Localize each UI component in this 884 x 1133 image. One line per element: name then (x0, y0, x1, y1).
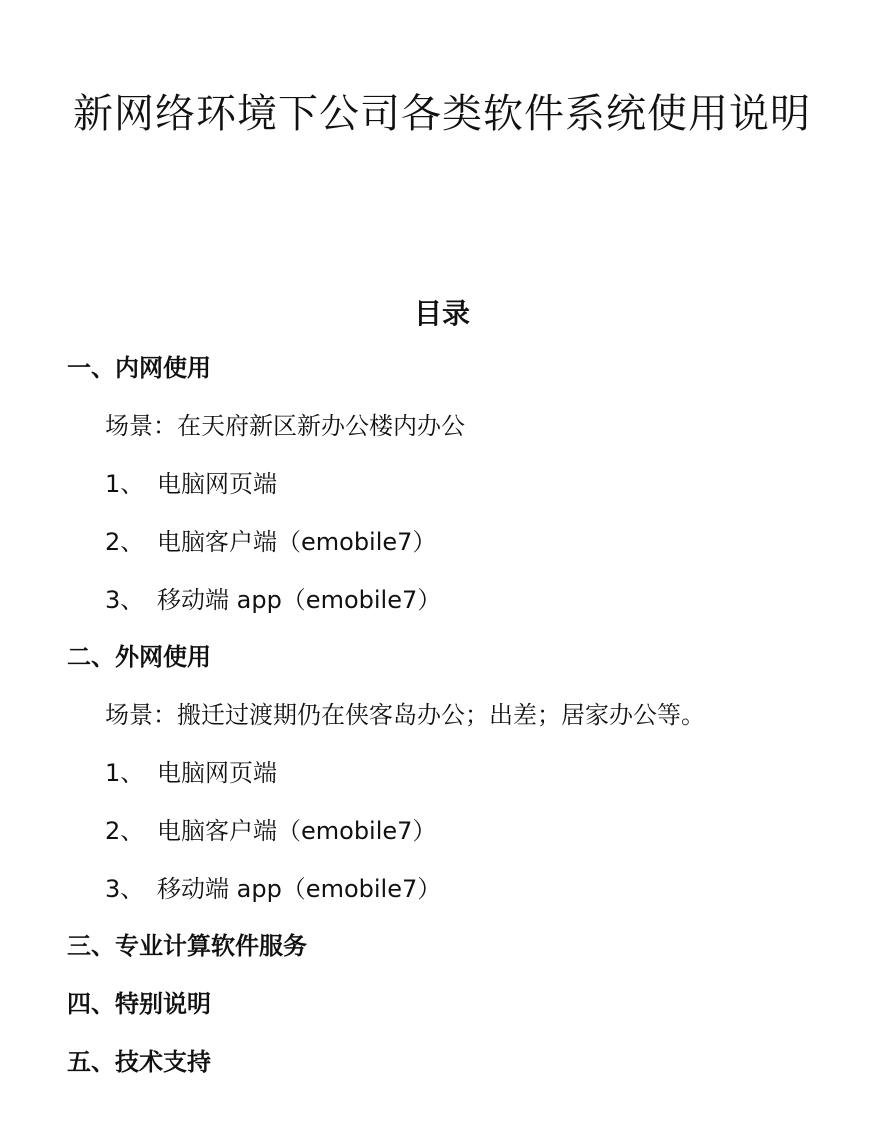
item-number: 3、 (105, 586, 145, 614)
item-number: 2、 (105, 817, 145, 845)
section-2-scene: 场景：搬迁过渡期仍在侠客岛办公；出差；居家办公等。 (105, 701, 705, 729)
toc-item[interactable] (105, 873, 441, 905)
toc-section-2[interactable]: 二、外网使用 (67, 643, 211, 671)
item-label: 电脑网页端 (157, 759, 277, 787)
item-label: 电脑网页端 (157, 470, 277, 498)
item-label: 移动端 app（emobile7） (157, 586, 442, 614)
toc-section-3[interactable]: 三、专业计算软件服务 (67, 932, 307, 960)
item-label: 移动端 app（emobile7） (157, 875, 442, 903)
toc-heading: 目录 (413, 297, 470, 330)
item-label: 电脑客户端（emobile7） (157, 817, 437, 845)
toc-item[interactable] (105, 584, 441, 616)
toc-item[interactable] (105, 526, 436, 558)
toc-section-4[interactable]: 四、特别说明 (67, 990, 211, 1018)
toc-item[interactable] (105, 468, 277, 500)
toc-item[interactable] (105, 815, 436, 847)
item-number: 1、 (105, 759, 145, 787)
item-label: 电脑客户端（emobile7） (157, 528, 437, 556)
document-title: 新网络环境下公司各类软件系统使用说明 (73, 91, 811, 137)
toc-section-1[interactable]: 一、内网使用 (67, 354, 211, 382)
toc-item[interactable] (105, 757, 277, 789)
toc-section-5[interactable]: 五、技术支持 (67, 1048, 211, 1076)
item-number: 1、 (105, 470, 145, 498)
item-number: 2、 (105, 528, 145, 556)
section-1-scene: 场景：在天府新区新办公楼内办公 (105, 412, 465, 440)
item-number: 3、 (105, 875, 145, 903)
